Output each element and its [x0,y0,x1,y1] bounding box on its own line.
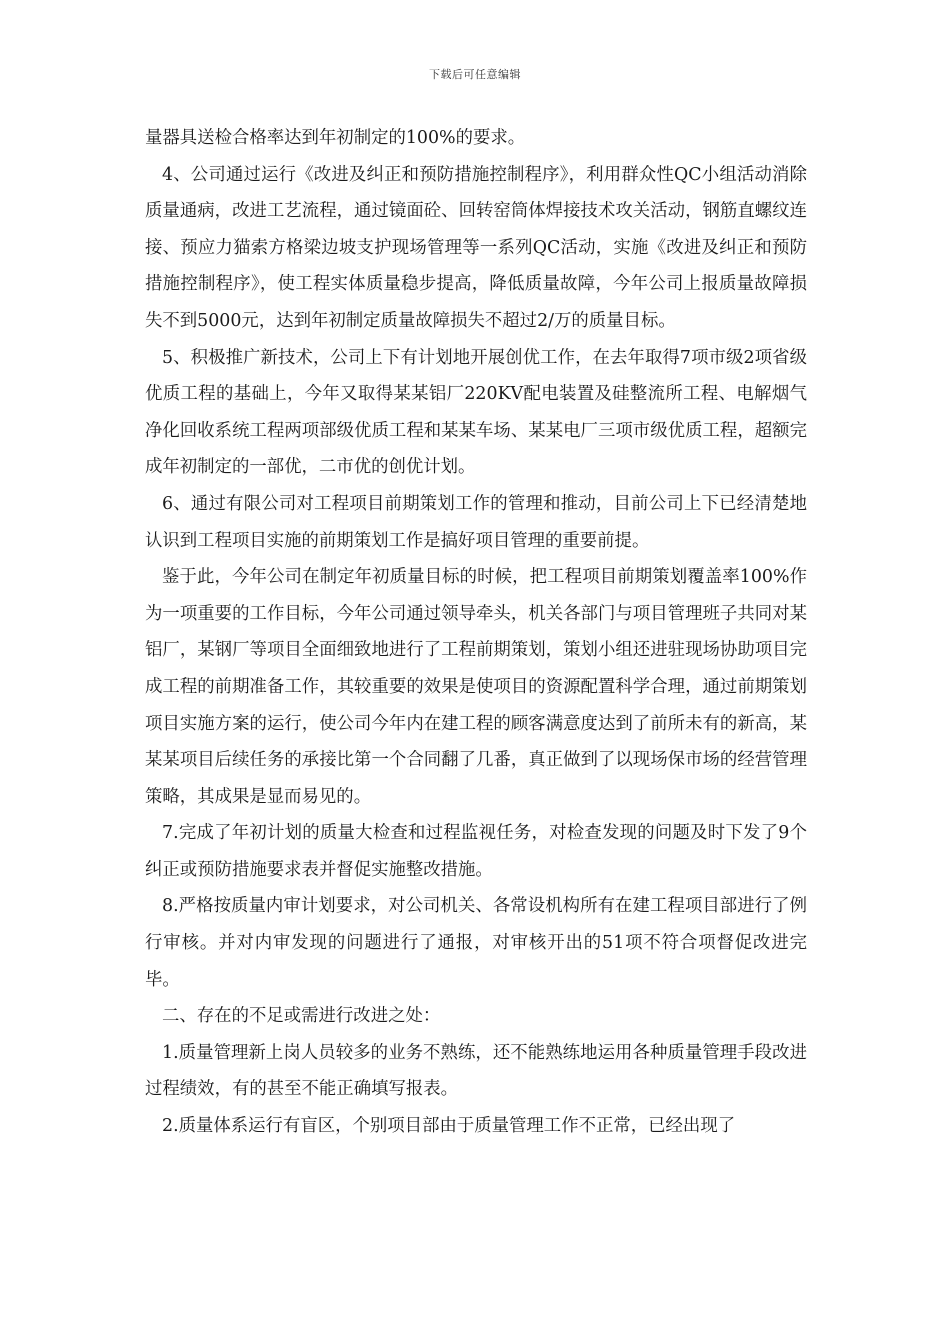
paragraph-1: 量器具送检合格率达到年初制定的100%的要求。 [145,128,526,148]
paragraph-7: 8.严格按质量内审计划要求，对公司机关、各常设机构所有在建工程项目部进行了例行审核。并对内审发现的问题进行了通报，对审核开出的51项不符合项督促改进完毕。 [145,896,807,990]
paragraph-5: 鉴于此，今年公司在制定年初质量目标的时候，把工程项目前期策划覆盖率100%作为一项重要的工作目标，今年公司通过领导牵头，机关各部门与项目管理班子共同对某铝厂，某钢厂等项目全面细致地进行了工程前期策划，策划小组还进驻现场协助项目完成工程的前期准备工作，其较重要的效果是使项目的资源配置科学合理，通过前期策划项目实施方案的运行，使公司今年内在建工程的顾客满意度达到了前所未有的新高，某某某项目后续任务的承接比第一个合同翻了几番，真正做到了以现场保市场的经营管理策略，其成果是显而易见的。 [145,567,807,807]
paragraph-4: 6、通过有限公司对工程项目前期策划工作的管理和推动，目前公司上下已经清楚地认识到工程项目实施的前期策划工作是搞好项目管理的重要前提。 [145,493,807,551]
paragraph-6: 7.完成了年初计划的质量大检查和过程监视任务，对检查发现的问题及时下发了9个纠正或预防措施要求表并督促实施整改措施。 [145,823,807,880]
section-heading: 二、存在的不足或需进行改进之处： [162,1006,441,1027]
page-header-note: 下载后可任意编辑 [429,68,521,81]
paragraph-9: 2.质量体系运行有盲区，个别项目部由于质量管理工作不正常，已经出现了 [162,1116,736,1137]
paragraph-3: 5、积极推广新技术，公司上下有计划地开展创优工作，在去年取得7项市级2项省级优质工程的基础上，今年又取得某某铝厂220KV配电装置及硅整流所工程、电解烟气净化回收系统工程两项部级优质工程和某某车场、某某电厂三项市级优质工程，超额完成年初制定的一部优，二市优的创优计划。 [145,347,807,478]
document-body [145,120,807,1145]
paragraph-2: 4、公司通过运行《改进及纠正和预防措施控制程序》，利用群众性QC小组活动消除质量通病，改进工艺流程，通过镜面砼、回转窑筒体焊接技术攻关活动，钢筋直螺纹连接、预应力猫索方格梁边坡支护现场管理等一系列QC活动，实施《改进及纠正和预防措施控制程序》，使工程实体质量稳步提高，降低质量故障，今年公司上报质量故障损失不到5000元，达到年初制定质量故障损失不超过2/万的质量目标。 [145,164,807,331]
paragraph-8: 1.质量管理新上岗人员较多的业务不熟练，还不能熟练地运用各种质量管理手段改进过程绩效，有的甚至不能正确填写报表。 [145,1042,807,1100]
